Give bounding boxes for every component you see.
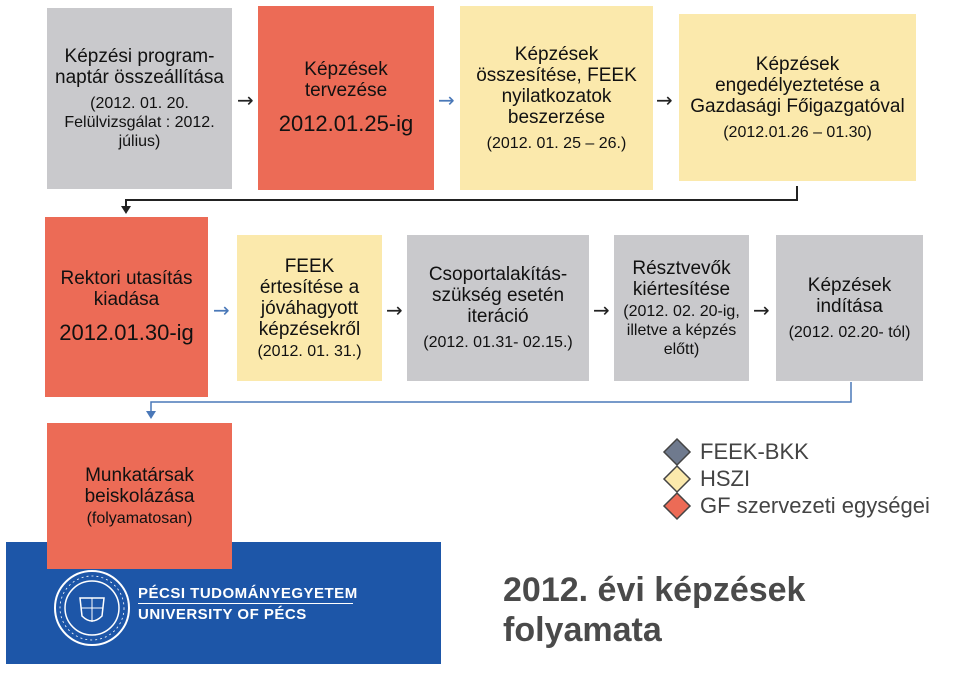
step-title: Képzések összesítése, FEEK nyilatkozatok beszerzése bbox=[476, 43, 637, 128]
step-date: (2012. 01.31- 02.15.) bbox=[423, 334, 573, 351]
legend-item-feek-bkk bbox=[662, 438, 930, 465]
step-date: (2012. 01. 20. Felülvizsgálat : 2012. július) bbox=[64, 95, 215, 150]
step-title: Képzések engedélyeztetése a Gazdasági Főigazgatóval bbox=[690, 53, 905, 117]
step-date: (2012. 01. 31.) bbox=[257, 342, 362, 360]
step-date: (2012. 01. 25 – 26.) bbox=[486, 134, 627, 152]
step-date: (folyamatosan) bbox=[86, 509, 193, 527]
step-title: FEEK értesítése a jóváhagyott képzésekről bbox=[258, 255, 361, 340]
legend-label: GF szervezeti egységei bbox=[700, 492, 930, 518]
arrow-right-icon: → bbox=[656, 88, 673, 112]
step-date: 2012.01.25-ig bbox=[278, 111, 414, 136]
step-date: (2012.01.26 – 01.30) bbox=[723, 123, 872, 141]
arrow-right-icon: → bbox=[237, 88, 254, 112]
step-staff-enrollment bbox=[47, 423, 232, 569]
arrow-right-icon: → bbox=[593, 298, 610, 322]
arrow-right-icon: → bbox=[438, 88, 455, 112]
legend-label: HSZI bbox=[700, 465, 751, 491]
step-title: Képzések indítása bbox=[807, 274, 892, 317]
arrow-right-icon: → bbox=[386, 298, 403, 322]
page-title bbox=[503, 570, 805, 650]
university-name-en: UNIVERSITY OF PÉCS bbox=[138, 606, 307, 623]
legend-label: FEEK-BKK bbox=[700, 438, 809, 464]
university-seal-icon bbox=[52, 568, 132, 648]
university-name-divider bbox=[138, 603, 353, 604]
legend bbox=[662, 438, 930, 519]
legend-diamond-icon bbox=[662, 491, 692, 521]
step-grouping bbox=[407, 235, 589, 381]
legend-item-hszi bbox=[662, 465, 930, 492]
step-title: Rektori utasítás kiadása bbox=[60, 268, 193, 310]
arrow-right-icon: → bbox=[213, 298, 230, 322]
page-title-line1: 2012. évi képzések bbox=[503, 571, 806, 609]
university-name-hu: PÉCSI TUDOMÁNYEGYETEM bbox=[138, 585, 358, 602]
step-participant-notification bbox=[614, 235, 749, 381]
step-training-planning bbox=[258, 6, 434, 190]
step-title: Képzési program- naptár összeállítása bbox=[55, 46, 224, 88]
legend-diamond-icon bbox=[662, 437, 692, 467]
step-training-summary bbox=[460, 6, 653, 190]
legend-item-gf bbox=[662, 492, 930, 519]
step-rector-order bbox=[45, 217, 208, 397]
step-training-launch bbox=[776, 235, 923, 381]
step-program-calendar bbox=[47, 8, 232, 189]
step-approval bbox=[679, 14, 916, 181]
step-title: Képzések tervezése bbox=[304, 59, 388, 101]
step-title: Munkatársak beiskolázása bbox=[84, 464, 195, 507]
page-title-line2: folyamata bbox=[503, 611, 662, 649]
step-date: (2012. 02.20- tól) bbox=[788, 323, 911, 341]
legend-diamond-icon bbox=[662, 464, 692, 494]
step-title: Csoportalakítás-szükség esetén iteráció bbox=[428, 264, 568, 327]
arrow-right-icon: → bbox=[753, 298, 770, 322]
step-date: (2012. 02. 20-ig, illetve a képzés előtt) bbox=[623, 302, 740, 358]
step-date: 2012.01.30-ig bbox=[59, 320, 194, 345]
step-feek-notification bbox=[237, 235, 382, 381]
step-title: Résztvevők kiértesítése bbox=[632, 257, 731, 300]
